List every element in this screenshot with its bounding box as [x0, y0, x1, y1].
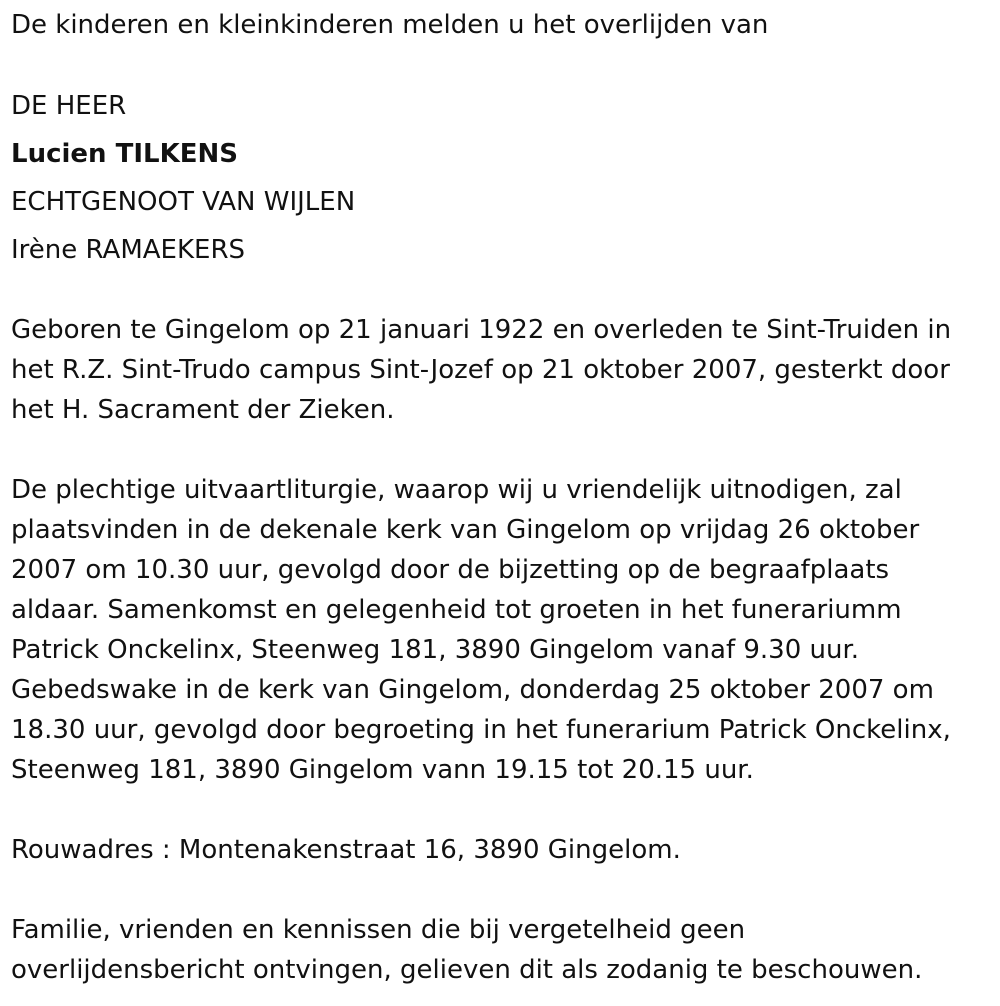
funeral-paragraph-line: plaatsvinden in de dekenale kerk van Gingelom op vrijdag 26 oktober	[11, 515, 920, 545]
funeral-paragraph-line: Gebedswake in de kerk van Gingelom, donderdag 25 oktober 2007 om	[11, 675, 934, 705]
intro-text: De kinderen en kleinkinderen melden u het overlijden van	[11, 10, 769, 40]
title-prefix: DE HEER	[11, 91, 127, 121]
birth-paragraph-line: Geboren te Gingelom op 21 januari 1922 en overleden te Sint-Truiden in	[11, 315, 952, 345]
funeral-paragraph-line: De plechtige uitvaartliturgie, waarop wij u vriendelijk uitnodigen, zal	[11, 475, 902, 505]
funeral-paragraph-line: 2007 om 10.30 uur, gevolgd door de bijzetting op de begraafplaats	[11, 555, 890, 585]
funeral-paragraph-line: 18.30 uur, gevolgd door begroeting in het funerarium Patrick Onckelinx,	[11, 715, 951, 745]
deceased-name: Lucien TILKENS	[11, 139, 238, 169]
funeral-paragraph-line: aldaar. Samenkomst en gelegenheid tot groeten in het funerariumm	[11, 595, 902, 625]
funeral-paragraph-line: Steenweg 181, 3890 Gingelom vann 19.15 tot 20.15 uur.	[11, 755, 754, 785]
closing-paragraph-line: overlijdensbericht ontvingen, gelieven dit als zodanig te beschouwen.	[11, 955, 923, 985]
spouse-label: ECHTGENOOT VAN WIJLEN	[11, 187, 356, 217]
spouse-name: Irène RAMAEKERS	[11, 235, 246, 265]
funeral-paragraph-line: Patrick Onckelinx, Steenweg 181, 3890 Gingelom vanaf 9.30 uur.	[11, 635, 860, 665]
birth-paragraph-line: het H. Sacrament der Zieken.	[11, 395, 395, 425]
birth-paragraph-line: het R.Z. Sint-Trudo campus Sint-Jozef op 21 oktober 2007, gesterkt door	[11, 355, 950, 385]
mourning-address: Rouwadres : Montenakenstraat 16, 3890 Gingelom.	[11, 835, 681, 865]
closing-paragraph-line: Familie, vrienden en kennissen die bij vergetelheid geen	[11, 915, 746, 945]
